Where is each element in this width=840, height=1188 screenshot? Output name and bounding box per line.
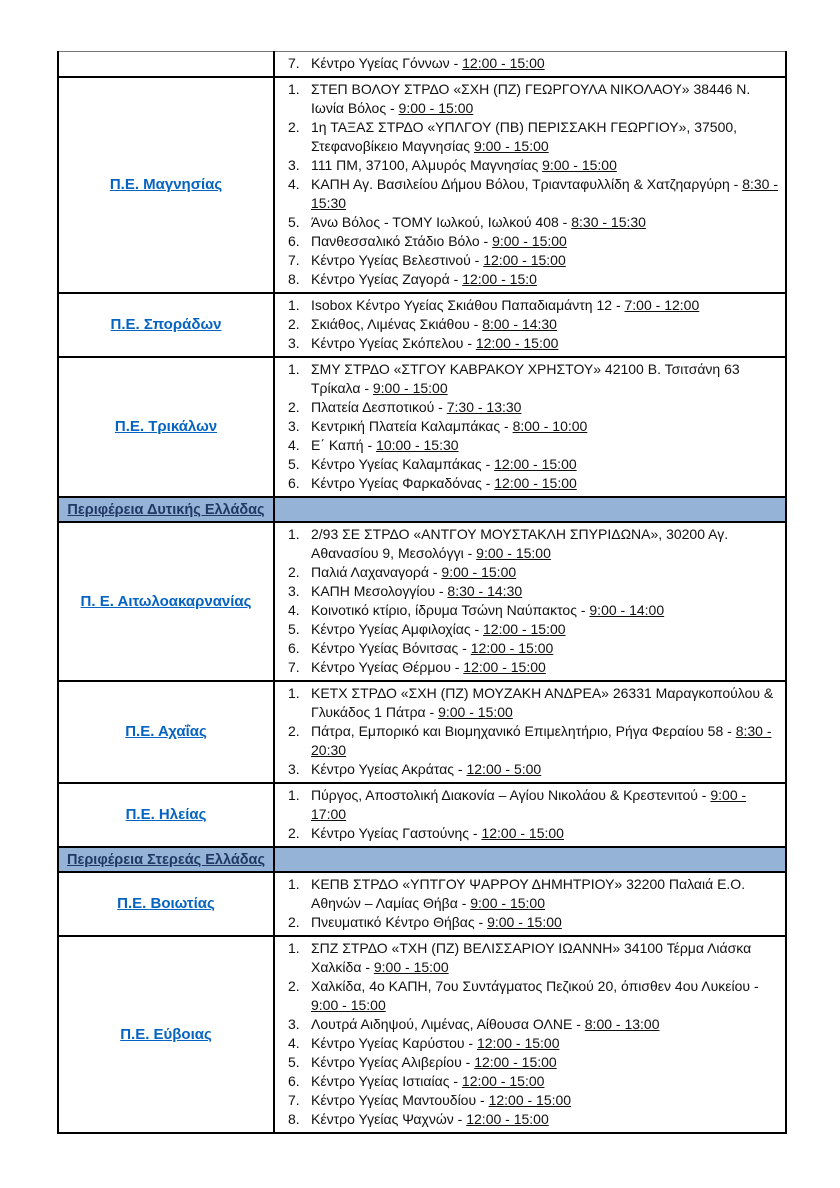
item-number: 7. bbox=[288, 55, 300, 71]
item-text: Κέντρο Υγείας Αμφιλοχίας - bbox=[311, 621, 484, 637]
item-number: 3. bbox=[288, 157, 300, 173]
item-time: 8:00 - 10:00 bbox=[512, 418, 588, 434]
item-number: 1. bbox=[288, 361, 300, 377]
item-number: 3. bbox=[288, 335, 300, 351]
region-link[interactable]: Π.Ε. Σποράδων bbox=[110, 316, 222, 333]
list-item bbox=[275, 334, 780, 353]
item-text: ΣΠΖ ΣΤΡΔΟ «ΤΧΗ (ΠΖ) ΒΕΛΙΣΣΑΡΙΟΥ ΙΩΑΝΝΗ» 34100 Τέρμα Λιάσκα Χαλκίδα - bbox=[311, 940, 752, 975]
item-text: Πανθεσσαλικό Στάδιο Βόλο - bbox=[311, 233, 493, 249]
item-number: 6. bbox=[288, 233, 300, 249]
item-time: 9:00 - 17:00 bbox=[311, 787, 747, 822]
list-item bbox=[275, 296, 780, 315]
item-time: 8:00 - 13:00 bbox=[584, 1016, 660, 1032]
item-time: 12:00 - 15:00 bbox=[483, 621, 566, 637]
list-item bbox=[275, 913, 780, 932]
locations-cell bbox=[274, 872, 786, 936]
item-time: 12:00 - 15:00 bbox=[463, 659, 546, 675]
list-item bbox=[275, 875, 780, 913]
item-number: 4. bbox=[288, 437, 300, 453]
list-item bbox=[275, 525, 780, 563]
item-number: 2. bbox=[288, 399, 300, 415]
vaccination-sites-table bbox=[57, 51, 787, 1134]
item-number: 8. bbox=[288, 1111, 300, 1127]
item-number: 5. bbox=[288, 1054, 300, 1070]
region-name-cell bbox=[58, 52, 274, 78]
item-text: ΣΜΥ ΣΤΡΔΟ «ΣΤΓΟΥ ΚΑΒΡΑΚΟΥ ΧΡΗΣΤΟΥ» 42100 Β. Τσιτσάνη 63 Τρίκαλα - bbox=[311, 361, 740, 396]
region-link[interactable]: Π.Ε. Βοιωτίας bbox=[117, 895, 215, 912]
item-time: 12:00 - 15:00 bbox=[494, 456, 577, 472]
list-item bbox=[275, 270, 780, 289]
item-number: 4. bbox=[288, 602, 300, 618]
item-text: Χαλκίδα, 4ο ΚΑΠΗ, 7ου Συντάγματος Πεζικού 20, όπισθεν 4ου Λυκείου - bbox=[311, 978, 759, 994]
item-time: 7:00 - 12:00 bbox=[624, 297, 700, 313]
region-name-cell bbox=[58, 681, 274, 783]
list-item bbox=[275, 251, 780, 270]
band-label-cell bbox=[58, 497, 274, 522]
locations-cell bbox=[274, 357, 786, 497]
item-number: 5. bbox=[288, 214, 300, 230]
list-item bbox=[275, 436, 780, 455]
list-item bbox=[275, 360, 780, 398]
item-text: Κέντρο Υγείας Γόννων - bbox=[311, 55, 463, 71]
list-item bbox=[275, 684, 780, 722]
item-time: 12:00 - 15:00 bbox=[470, 640, 554, 656]
list-item bbox=[275, 582, 780, 601]
item-number: 2. bbox=[288, 978, 300, 994]
list-item bbox=[275, 658, 780, 677]
item-text: ΚΑΠΗ Μεσολογγίου - bbox=[311, 583, 448, 599]
region-link[interactable]: Π.Ε. Ηλείας bbox=[125, 806, 207, 823]
item-time: 7:30 - 13:30 bbox=[446, 399, 522, 415]
region-row bbox=[58, 77, 786, 293]
band-label-link[interactable]: Περιφέρεια Στερεάς Ελλάδας bbox=[66, 851, 265, 868]
item-text: Isobox Κέντρο Υγείας Σκιάθου Παπαδιαμάντη 12 - bbox=[311, 297, 625, 313]
list-item bbox=[275, 563, 780, 582]
region-row bbox=[58, 872, 786, 936]
item-text: Κέντρο Υγείας Μαντουδίου - bbox=[311, 1092, 489, 1108]
item-text: Κέντρο Υγείας Καλαμπάκας - bbox=[311, 456, 495, 472]
region-name-cell bbox=[58, 77, 274, 293]
item-time: 9:00 - 15:00 bbox=[311, 997, 386, 1013]
item-time: 8:00 - 14:30 bbox=[482, 316, 557, 332]
region-row bbox=[58, 293, 786, 357]
item-number: 7. bbox=[288, 659, 300, 675]
list-item bbox=[275, 80, 780, 118]
item-time: 9:00 - 15:00 bbox=[441, 564, 517, 580]
region-link[interactable]: Π.Ε. Τρικάλων bbox=[114, 418, 218, 435]
item-number: 2. bbox=[288, 723, 300, 739]
item-time: 8:30 - 14:30 bbox=[447, 583, 523, 599]
locations-cell bbox=[274, 783, 786, 847]
region-row bbox=[58, 783, 786, 847]
item-number: 3. bbox=[288, 761, 300, 777]
item-number: 1. bbox=[288, 81, 300, 97]
item-number: 1. bbox=[288, 940, 300, 956]
list-item bbox=[275, 620, 780, 639]
item-text: Κέντρο Υγείας Ακράτας - bbox=[311, 761, 467, 777]
list-item bbox=[275, 1034, 780, 1053]
item-number: 4. bbox=[288, 1035, 300, 1051]
list-item bbox=[275, 398, 780, 417]
item-number: 5. bbox=[288, 456, 300, 472]
item-text: Πλατεία Δεσποτικού - bbox=[311, 399, 447, 415]
region-name-cell bbox=[58, 293, 274, 357]
band-label-link[interactable]: Περιφέρεια Δυτικής Ελλάδας bbox=[67, 501, 265, 518]
item-time: 8:30 - 15:30 bbox=[571, 214, 646, 230]
item-text: Παλιά Λαχαναγορά - bbox=[311, 564, 442, 580]
item-number: 5. bbox=[288, 621, 300, 637]
item-text: Κέντρο Υγείας Ιστιαίας - bbox=[311, 1073, 462, 1089]
list-item bbox=[275, 722, 780, 760]
item-text: 2/93 ΣΕ ΣΤΡΔΟ «ΑΝΤΓΟΥ ΜΟΥΣΤΑΚΛΗ ΣΠΥΡΙΔΩΝΑ», 30200 Αγ. Αθανασίου 9, Μεσολόγγι - bbox=[311, 526, 729, 561]
item-text: Ε΄ Καπή - bbox=[311, 437, 377, 453]
item-time: 9:00 - 15:00 bbox=[492, 233, 567, 249]
region-row bbox=[58, 681, 786, 783]
item-text: 111 ΠΜ, 37100, Αλμυρός Μαγνησίας bbox=[311, 157, 543, 173]
list-item bbox=[275, 1091, 780, 1110]
band-spacer-cell bbox=[274, 497, 786, 522]
list-item bbox=[275, 175, 780, 213]
item-time: 9:00 - 14:00 bbox=[589, 602, 665, 618]
region-name-cell bbox=[58, 357, 274, 497]
item-number: 1. bbox=[288, 876, 300, 892]
item-time: 9:00 - 15:00 bbox=[487, 914, 562, 930]
item-time: 12:00 - 15:00 bbox=[494, 475, 577, 491]
item-text: Κέντρο Υγείας Καρύστου - bbox=[311, 1035, 477, 1051]
item-text: Κέντρο Υγείας Φαρκαδόνας - bbox=[311, 475, 495, 491]
list-item bbox=[275, 455, 780, 474]
list-item bbox=[275, 1053, 780, 1072]
item-time: 9:00 - 15:00 bbox=[470, 895, 545, 911]
item-text: Πνευματικό Κέντρο Θήβας - bbox=[311, 914, 488, 930]
list-item bbox=[275, 639, 780, 658]
item-time: 12:00 - 15:00 bbox=[483, 252, 566, 268]
list-item bbox=[275, 118, 780, 156]
item-time: 9:00 - 15:00 bbox=[476, 545, 551, 561]
item-number: 4. bbox=[288, 176, 300, 192]
list-item bbox=[275, 760, 780, 779]
item-number: 1. bbox=[288, 297, 300, 313]
list-item bbox=[275, 417, 780, 436]
region-band-row bbox=[58, 497, 786, 522]
item-number: 7. bbox=[288, 252, 300, 268]
item-time: 12:00 - 15:00 bbox=[475, 335, 559, 351]
region-name-cell bbox=[58, 936, 274, 1133]
list-item bbox=[275, 232, 780, 251]
list-item bbox=[275, 156, 780, 175]
item-text: ΚΕΠΒ ΣΤΡΔΟ «ΥΠΤΓΟΥ ΨΑΡΡΟΥ ΔΗΜΗΤΡΙΟΥ» 32200 Παλαιά Ε.Ο. Αθηνών – Λαμίας Θήβα - bbox=[311, 876, 746, 911]
item-time: 9:00 - 15:00 bbox=[438, 704, 513, 720]
item-time: 12:00 - 15:00 bbox=[462, 55, 545, 71]
item-text: Πύργος, Αποστολική Διακονία – Αγίου Νικολάου & Κρεστενιτού - bbox=[311, 787, 711, 803]
region-row bbox=[58, 357, 786, 497]
item-text: Κέντρο Υγείας Ψαχνών - bbox=[311, 1111, 467, 1127]
item-number: 3. bbox=[288, 583, 300, 599]
item-number: 2. bbox=[288, 564, 300, 580]
item-time: 12:00 - 15:00 bbox=[474, 1054, 557, 1070]
item-text: Κέντρο Υγείας Αλιβερίου - bbox=[311, 1054, 475, 1070]
region-name-cell bbox=[58, 872, 274, 936]
item-text: Σκιάθος, Λιμένας Σκιάθου - bbox=[311, 316, 483, 332]
region-row bbox=[58, 52, 786, 78]
region-row bbox=[58, 522, 786, 681]
locations-cell bbox=[274, 681, 786, 783]
list-item bbox=[275, 213, 780, 232]
item-time: 12:00 - 15:00 bbox=[476, 1035, 560, 1051]
item-number: 2. bbox=[288, 914, 300, 930]
item-number: 6. bbox=[288, 475, 300, 491]
list-item bbox=[275, 1015, 780, 1034]
region-row bbox=[58, 936, 786, 1133]
list-item bbox=[275, 1072, 780, 1091]
item-text: Κέντρο Υγείας Θέρμου - bbox=[311, 659, 464, 675]
table-body bbox=[58, 52, 786, 1134]
item-time: 12:00 - 15:0 bbox=[462, 271, 537, 287]
region-link[interactable]: Π.Ε. Αχαΐας bbox=[125, 723, 207, 740]
item-time: 9:00 - 15:00 bbox=[473, 138, 549, 154]
item-text: Κέντρο Υγείας Βελεστινού - bbox=[311, 252, 484, 268]
item-number: 7. bbox=[288, 1092, 300, 1108]
item-text: Πάτρα, Εμπορικό και Βιομηχανικό Επιμελητήριο, Ρήγα Φεραίου 58 - bbox=[311, 723, 736, 739]
item-text: Άνω Βόλος - ΤΟΜΥ Ιωλκού, Ιωλκού 408 - bbox=[311, 214, 572, 230]
item-time: 12:00 - 15:00 bbox=[488, 1092, 572, 1108]
item-time: 12:00 - 15:00 bbox=[481, 825, 564, 841]
item-text: ΣΤΕΠ ΒΟΛΟΥ ΣΤΡΔΟ «ΣΧΗ (ΠΖ) ΓΕΩΡΓΟΥΛΑ ΝΙΚΟΛΑΟΥ» 38446 Ν. Ιωνία Βόλος - bbox=[311, 81, 751, 116]
item-text: Κέντρο Υγείας Γαστούνης - bbox=[311, 825, 482, 841]
item-number: 2. bbox=[288, 825, 300, 841]
band-spacer-cell bbox=[274, 847, 786, 872]
item-text: Κοινοτικό κτίριο, ίδρυμα Τσώνη Ναύπακτος - bbox=[311, 602, 590, 618]
item-time: 12:00 - 15:00 bbox=[466, 1111, 549, 1127]
item-number: 2. bbox=[288, 119, 300, 135]
region-link[interactable]: Π. Ε. Αιτωλοακαρνανίας bbox=[80, 592, 252, 610]
item-number: 1. bbox=[288, 787, 300, 803]
item-time: 8:30 - 15:30 bbox=[311, 176, 778, 211]
list-item bbox=[275, 54, 780, 73]
item-text: ΚΕΤΧ ΣΤΡΔΟ «ΣΧΗ (ΠΖ) ΜΟΥΖΑΚΗ ΑΝΔΡΕΑ» 26331 Μαραγκοπούλου & Γλυκάδος 1 Πάτρα - bbox=[311, 685, 774, 720]
locations-cell bbox=[274, 77, 786, 293]
item-number: 1. bbox=[288, 685, 300, 701]
item-time: 10:00 - 15:30 bbox=[376, 437, 459, 453]
item-number: 6. bbox=[288, 1073, 300, 1089]
item-number: 3. bbox=[288, 1016, 300, 1032]
item-text: 1η ΤΑΞΑΣ ΣΤΡΔΟ «ΥΠΛΓΟΥ (ΠΒ) ΠΕΡΙΣΣΑΚΗ ΓΕΩΡΓΙΟΥ», 37500, Στεφανοβίκειο Μαγνησίας bbox=[311, 119, 738, 154]
list-item bbox=[275, 824, 780, 843]
locations-cell bbox=[274, 293, 786, 357]
list-item bbox=[275, 786, 780, 824]
locations-cell bbox=[274, 936, 786, 1133]
list-item bbox=[275, 601, 780, 620]
locations-cell bbox=[274, 52, 786, 78]
list-item bbox=[275, 1110, 780, 1129]
region-name-cell bbox=[58, 783, 274, 847]
item-number: 3. bbox=[288, 418, 300, 434]
item-number: 1. bbox=[288, 526, 300, 542]
item-time: 9:00 - 15:00 bbox=[373, 959, 449, 975]
region-name-cell bbox=[58, 522, 274, 681]
region-link[interactable]: Π.Ε. Εύβοιας bbox=[120, 1025, 212, 1043]
item-time: 9:00 - 15:00 bbox=[542, 157, 617, 173]
item-time: 12:00 - 5:00 bbox=[466, 761, 542, 777]
list-item bbox=[275, 977, 780, 1015]
item-number: 6. bbox=[288, 640, 300, 656]
item-time: 9:00 - 15:00 bbox=[398, 100, 474, 116]
item-time: 9:00 - 15:00 bbox=[372, 380, 448, 396]
list-item bbox=[275, 474, 780, 493]
locations-cell bbox=[274, 522, 786, 681]
item-text: Κέντρο Υγείας Βόνιτσας - bbox=[311, 640, 471, 656]
item-text: Κέντρο Υγείας Ζαγορά - bbox=[311, 271, 463, 287]
list-item bbox=[275, 315, 780, 334]
item-time: 12:00 - 15:00 bbox=[461, 1073, 545, 1089]
item-time: 8:30 - 20:30 bbox=[311, 723, 772, 758]
item-text: Κεντρική Πλατεία Καλαμπάκας - bbox=[311, 418, 513, 434]
item-text: Κέντρο Υγείας Σκόπελου - bbox=[311, 335, 476, 351]
list-item bbox=[275, 939, 780, 977]
item-text: Λουτρά Αιδηψού, Λιμένας, Αίθουσα ΟΛΝΕ - bbox=[311, 1016, 585, 1032]
region-link[interactable]: Π.Ε. Μαγνησίας bbox=[109, 176, 223, 193]
region-band-row bbox=[58, 847, 786, 872]
band-label-cell bbox=[58, 847, 274, 872]
item-text: ΚΑΠΗ Αγ. Βασιλείου Δήμου Βόλου, Τριανταφυλλίδη & Χατζηαργύρη - bbox=[311, 176, 743, 192]
item-number: 8. bbox=[288, 271, 300, 287]
item-number: 2. bbox=[288, 316, 300, 332]
